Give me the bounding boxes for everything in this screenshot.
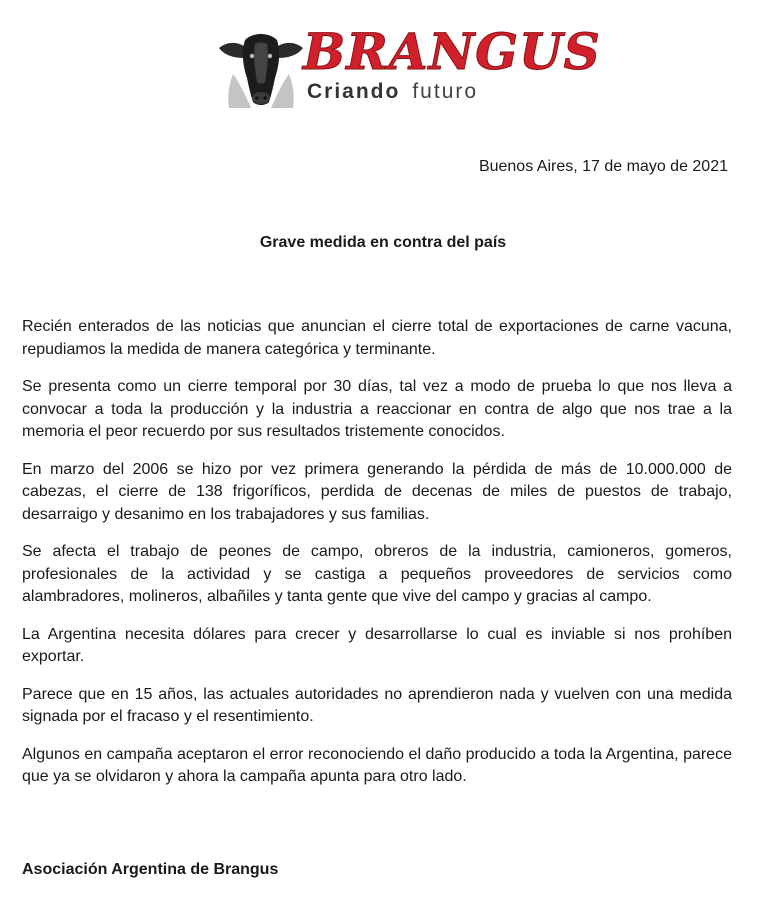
- bull-head-icon: [215, 22, 307, 110]
- paragraph: Parece que en 15 años, las actuales autoridades no aprendieron nada y vuelven con una medida signada por el fracaso y el resentimiento.: [22, 685, 732, 725]
- tagline-word-1: Criando: [307, 80, 401, 103]
- paragraph: Recién enterados de las noticias que anuncian el cierre total de exportaciones de carne vacuna, repudiamos la medida de manera categórica y terminante.: [22, 318, 732, 358]
- letter-title: Grave medida en contra del país: [259, 234, 507, 251]
- brand-tagline: [307, 79, 478, 105]
- letter-date: Buenos Aires, 17 de mayo de 2021: [478, 158, 728, 175]
- paragraph: Se afecta el trabajo de peones de campo, obreros de la industria, camioneros, gomeros, profesionales de la actividad y se castiga a pequeños proveedores de servicios como alambradores, molineros, albañiles y tanta gente que vive del campo y gracias al campo.: [22, 543, 732, 605]
- letterhead: [215, 22, 601, 112]
- tagline-word-2: futuro: [412, 80, 479, 103]
- paragraph: Se presenta como un cierre temporal por 30 días, tal vez a modo de prueba lo que nos lleva a convocar a toda la producción y la industria a reaccionar en contra de algo que nos trae a la memoria el peor recuerdo por sus resultados tristemente conocidos.: [22, 378, 732, 440]
- brand-name: BRANGUS: [303, 22, 601, 81]
- paragraph: En marzo del 2006 se hizo por vez primera generando la pérdida de más de 10.000.000 de cabezas, el cierre de 138 frigoríficos, perdida de decenas de miles de puestos de trabajo, desarraigo y desanimo en los trabajadores y sus familias.: [22, 460, 732, 523]
- paragraph: Algunos en campaña aceptaron el error reconociendo el daño producido a toda la Argentina, parece que ya se olvidaron y ahora la campaña apunta para otro lado.: [22, 745, 732, 785]
- paragraph: La Argentina necesita dólares para crecer y desarrollarse lo cual es inviable si nos prohíben exportar.: [22, 625, 732, 665]
- signature: Asociación Argentina de Brangus: [22, 861, 279, 878]
- letter-body: [22, 316, 732, 804]
